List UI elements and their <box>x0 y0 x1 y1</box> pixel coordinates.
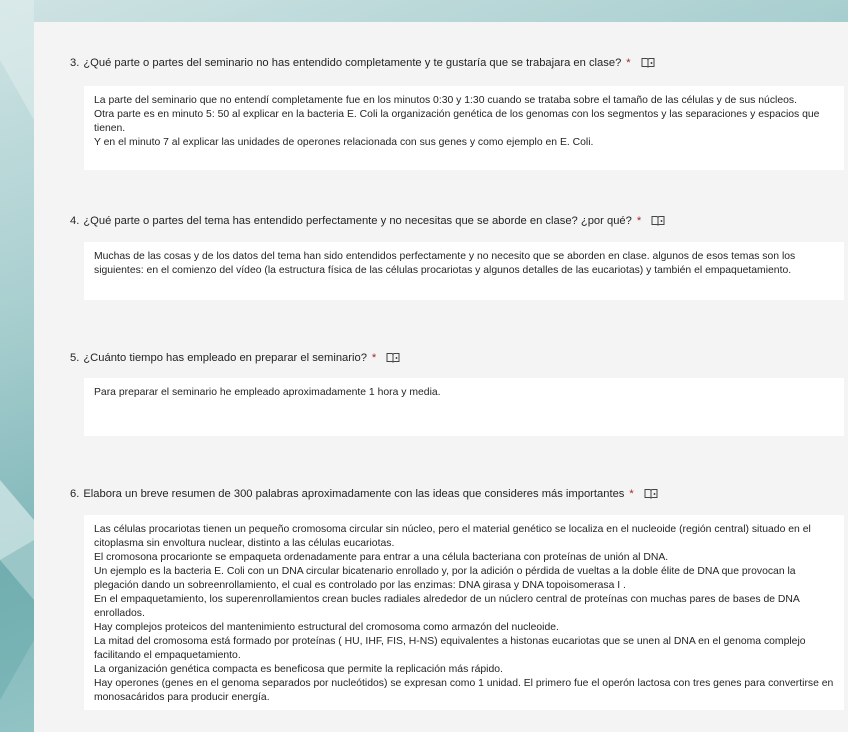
immersive-reader-icon[interactable] <box>644 488 658 500</box>
required-mark: * <box>636 215 642 227</box>
question-6-title <box>70 487 840 501</box>
question-5-title <box>70 351 840 365</box>
required-mark: * <box>371 352 377 364</box>
question-text: Elabora un breve resumen de 300 palabras aproximadamente con las ideas que consideres más importantes <box>83 488 625 500</box>
immersive-reader-icon[interactable] <box>386 352 400 364</box>
question-3-title <box>70 56 840 70</box>
question-3 <box>70 56 840 148</box>
question-number: 4. <box>70 215 80 227</box>
form-response-panel <box>34 22 848 732</box>
immersive-reader-icon[interactable] <box>651 215 665 227</box>
answer-3: La parte del seminario que no entendí completamente fue en los minutos 0:30 y 1:30 cuando se trataba sobre el tamaño de las células y de sus núcleos. Otra parte es en minuto 5: 50 al explicar en la bacteria E. Coli la organización genética de los genomas con los segmentos y las separaciones y espacios que tienen. Y en el minuto 7 al explicar las unidades de operones relacionada con sus genes y como ejemplo en E. Coli. <box>84 86 844 170</box>
question-text: ¿Qué parte o partes del tema has entendido perfectamente y no necesitas que se aborde en clase? ¿por qué? <box>83 215 632 227</box>
question-4 <box>70 214 840 276</box>
question-number: 3. <box>70 57 80 69</box>
answer-4: Muchas de las cosas y de los datos del tema han sido entendidos perfectamente y no necesito que se aborden en clase. algunos de esos temas son los siguientes: en el comienzo del vídeo (la estructura física de las células procariotas y algunos detalles de las eucariotas) y también el empaquetamiento. <box>84 242 844 300</box>
question-4-title <box>70 214 840 228</box>
immersive-reader-icon[interactable] <box>641 57 655 69</box>
question-6 <box>70 487 840 703</box>
question-5 <box>70 351 840 398</box>
question-number: 5. <box>70 352 80 364</box>
answer-5: Para preparar el seminario he empleado aproximadamente 1 hora y media. <box>84 378 844 436</box>
question-text: ¿Qué parte o partes del seminario no has entendido completamente y te gustaría que se trabajara en clase? <box>83 57 622 69</box>
answer-6: Las células procariotas tienen un pequeño cromosoma circular sin núcleo, pero el material genético se localiza en el nucleoide (región central) situado en el citoplasma sin envoltura nuclear, distinto a las células eucariotas. El cromosona procarionte se empaqueta ordenadamente para entrar a una célula bacteriana con proteínas de unión al DNA. Un ejemplo es la bacteria E. Coli con un DNA circular bicatenario enrollado y, por la adición o pérdida de vueltas a la doble élite de DNA que provocan la plegación dando un sobreenrollamiento, el cual es controlado por las enzimas: DNA girasa y DNA topoisomerasa I . En el empaquetamiento, los superenrollamientos crean bucles radiales alrededor de un núclero central de proteínas con muchas pares de bases de DNA enrollados. Hay complejos proteicos del mantenimiento estructural del cromosoma como armazón del nucleoide. La mitad del cromosoma está formado por proteínas ( HU, IHF, FIS, H-NS) equivalentes a histonas eucariotas que se unen al DNA en el genoma complejo facilitando el empaquetamiento. La organización genética compacta es beneficosa que permite la replicación más rápido. Hay operones (genes en el genoma separados por nucleótidos) se expresan como 1 unidad. El primero fue el operón lactosa con tres genes para convertirse en monosacáridos para producir energía. <box>84 515 844 710</box>
question-number: 6. <box>70 488 80 500</box>
required-mark: * <box>629 488 634 500</box>
required-mark: * <box>626 57 631 69</box>
question-text: ¿Cuánto tiempo has empleado en preparar el seminario? <box>83 352 367 364</box>
